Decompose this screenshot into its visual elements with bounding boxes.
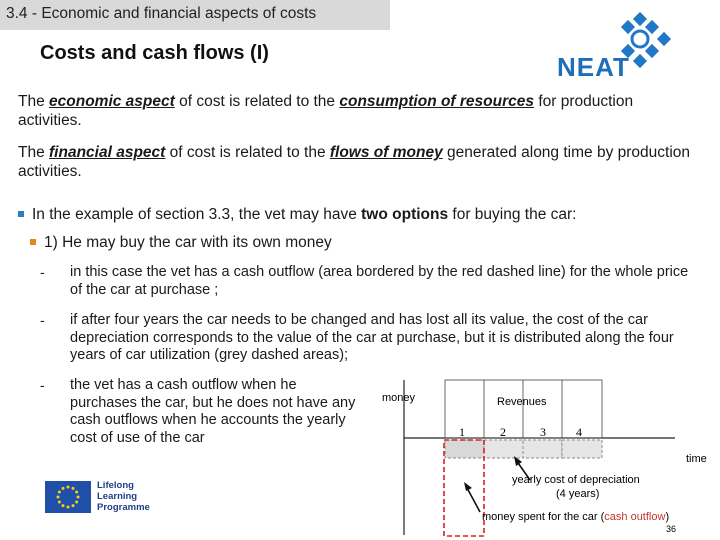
eu-star-icon bbox=[58, 491, 61, 494]
text-segment: for production activities. bbox=[18, 93, 634, 129]
text-segment: The bbox=[18, 144, 50, 161]
eu-lifelong-learning-logo bbox=[45, 480, 165, 516]
depreciation-label-line1: yearly cost of depreciation bbox=[512, 474, 640, 486]
eu-star-icon bbox=[62, 487, 65, 490]
eu-star-icon bbox=[72, 487, 75, 490]
eu-logo-line: Learning bbox=[97, 491, 138, 502]
financial-aspect-paragraph bbox=[18, 143, 698, 181]
text-segment: of cost is related to the bbox=[174, 93, 340, 110]
eu-star-icon bbox=[67, 486, 70, 489]
dash-mark: - bbox=[40, 377, 45, 393]
economic-aspect-paragraph bbox=[18, 92, 698, 130]
time-axis-label: time bbox=[686, 453, 707, 465]
bullet-option-1 bbox=[30, 233, 630, 252]
eu-star-icon bbox=[75, 491, 78, 494]
depreciation-area-year-2 bbox=[484, 440, 523, 458]
dash-mark: - bbox=[40, 264, 45, 280]
flows-of-money-term: flows of money bbox=[329, 144, 443, 161]
eu-logo-text bbox=[97, 480, 150, 513]
bullet-two-options bbox=[18, 205, 708, 224]
depreciation-area-year-3 bbox=[523, 440, 562, 458]
slide-title: Costs and cash flows (I) bbox=[40, 42, 269, 64]
revenues-label: Revenues bbox=[497, 396, 547, 408]
text-segment: generated along time by production activities. bbox=[18, 144, 691, 180]
depreciation-area-year-4 bbox=[562, 440, 602, 458]
eu-star-icon bbox=[77, 496, 80, 499]
item-depreciation: if after four years the car needs to be changed and has lost all its value, the cost of the car depreciation corresponds to the value of the car at purchase, but it is distributed along the four years of car utilization (grey dashed areas); bbox=[70, 312, 674, 363]
bullet-square-icon bbox=[30, 239, 36, 245]
eu-star-icon bbox=[58, 501, 61, 504]
year-label-3: 3 bbox=[540, 425, 546, 439]
option-1-text: 1) He may buy the car with its own money bbox=[44, 234, 332, 251]
section-header-text: 3.4 - Economic and financial aspects of costs bbox=[6, 5, 317, 22]
two-options-term: two options bbox=[361, 206, 449, 223]
eu-star-icon bbox=[57, 496, 60, 499]
outflow-caption-pre: money spent for the car ( bbox=[482, 511, 605, 523]
eu-flag-icon bbox=[45, 481, 91, 513]
outflow-caption bbox=[482, 511, 669, 523]
neat-logo bbox=[555, 12, 675, 80]
dash-mark: - bbox=[40, 312, 45, 328]
year-label-2: 2 bbox=[500, 425, 506, 439]
bullet-square-icon bbox=[18, 211, 24, 217]
eu-star-icon bbox=[72, 504, 75, 507]
economic-aspect-term: economic aspect bbox=[49, 93, 175, 110]
text-segment: The bbox=[18, 93, 50, 110]
cash-flow-diagram bbox=[380, 370, 720, 540]
text-segment: In the example of section 3.3, the vet may have bbox=[32, 206, 362, 223]
outflow-caption-post: ) bbox=[665, 511, 670, 523]
page-number: 36 bbox=[666, 524, 677, 534]
section-header bbox=[0, 0, 390, 30]
item-no-cash-outflow: the vet has a cash outflow when he purchases the car, but he does not have any cash outflows when he accounts the yearly cost of use of the car bbox=[70, 377, 356, 446]
eu-logo-line: Lifelong bbox=[97, 480, 134, 491]
eu-logo-line: Programme bbox=[97, 502, 150, 513]
year-label-1: 1 bbox=[459, 425, 465, 439]
consumption-term: consumption of resources bbox=[339, 93, 535, 110]
text-segment: of cost is related to the bbox=[165, 144, 330, 161]
outflow-caption-term: cash outflow bbox=[604, 511, 666, 523]
eu-star-icon bbox=[75, 501, 78, 504]
eu-star-icon bbox=[67, 506, 70, 509]
depreciation-area-year-1 bbox=[445, 440, 484, 458]
money-axis-label: money bbox=[382, 392, 416, 404]
depreciation-label-line2: (4 years) bbox=[556, 488, 600, 500]
year-label-4: 4 bbox=[576, 425, 582, 439]
item-cash-outflow: in this case the vet has a cash outflow (area bordered by the red dashed line) for the whole price of the car at purchase ; bbox=[70, 264, 689, 298]
neat-logo-text: NEAT bbox=[557, 52, 630, 82]
outflow-arrowhead bbox=[464, 482, 472, 491]
eu-star-icon bbox=[62, 504, 65, 507]
text-segment: for buying the car: bbox=[448, 206, 577, 223]
financial-aspect-term: financial aspect bbox=[49, 144, 166, 161]
